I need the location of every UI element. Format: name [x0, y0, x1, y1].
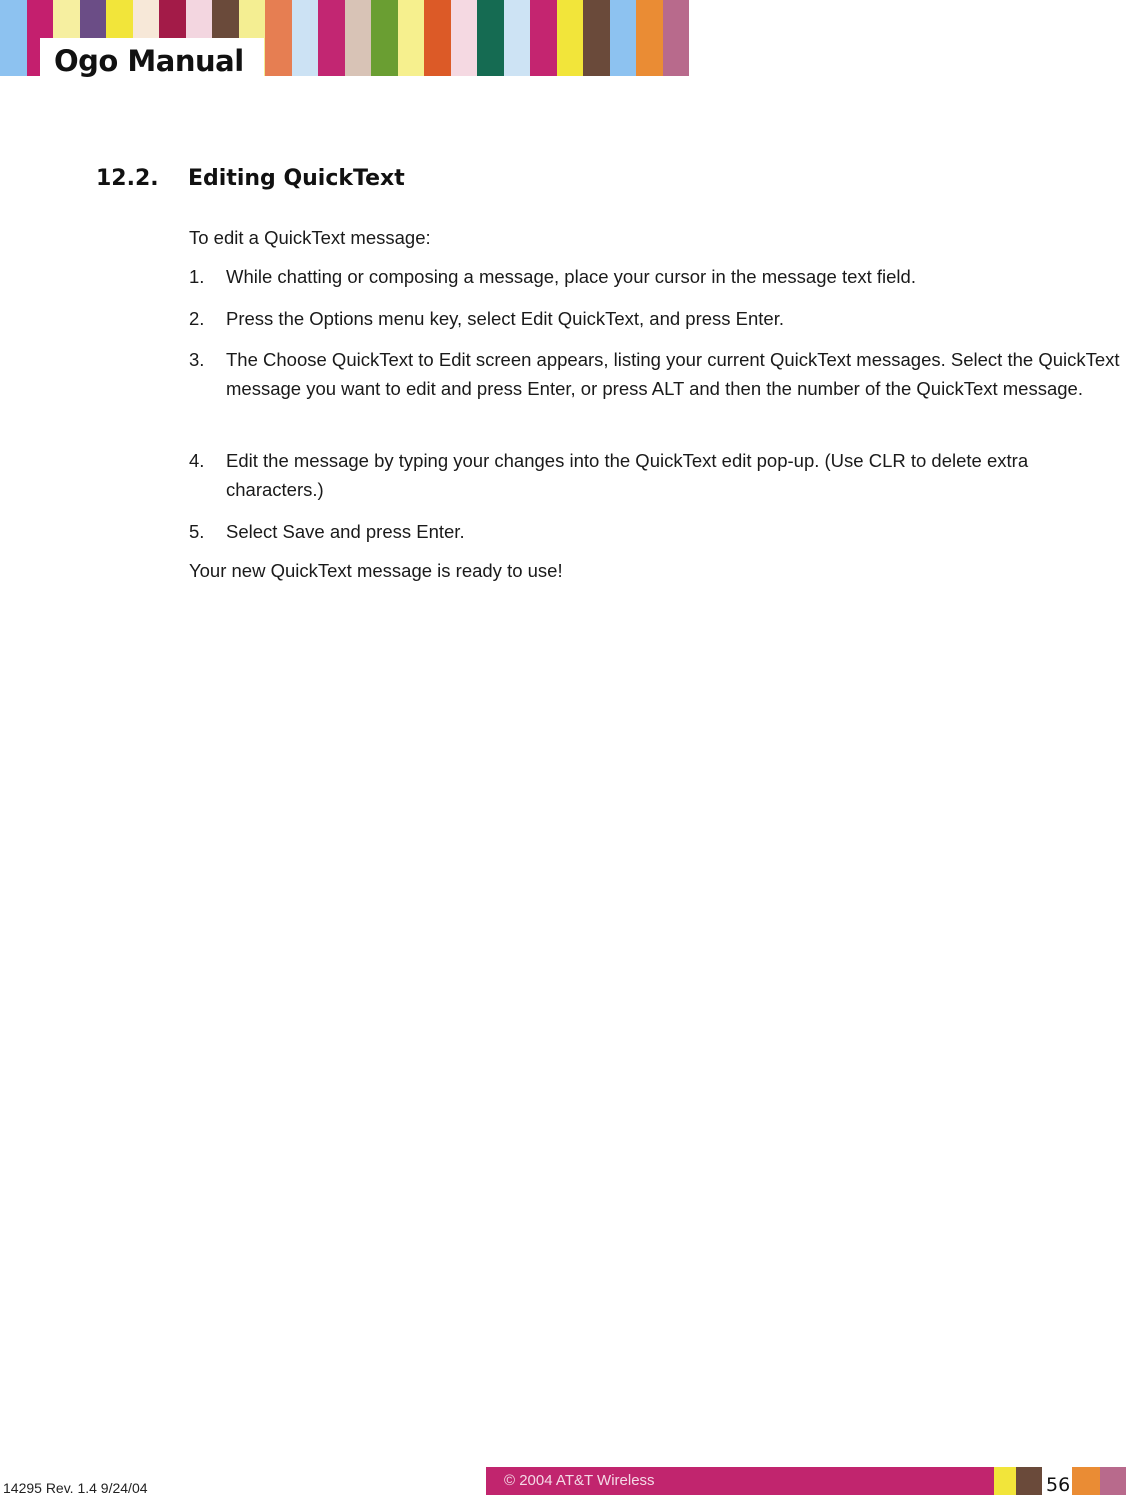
- list-item: [189, 345, 1124, 403]
- footer-color-block: [1072, 1467, 1100, 1495]
- manual-title-tab: [40, 38, 264, 76]
- footer-color-block: [1016, 1467, 1042, 1495]
- header-stripe: [371, 0, 398, 76]
- header-stripe: [530, 0, 557, 76]
- step-text: While chatting or composing a message, place your cursor in the message text field.: [226, 266, 916, 287]
- section-title: Editing QuickText: [188, 166, 405, 191]
- header-stripe: [265, 0, 292, 76]
- step-number: 2.: [189, 308, 205, 329]
- list-item: [189, 262, 1124, 291]
- step-number: 4.: [189, 450, 205, 471]
- header-stripe: [398, 0, 425, 76]
- header-stripe: [292, 0, 319, 76]
- step-text: Edit the message by typing your changes into the QuickText edit pop-up. (Use CLR to delete extra characters.): [226, 450, 1029, 500]
- header-stripe: [451, 0, 478, 76]
- section-heading: [96, 166, 405, 191]
- intro-text: To edit a QuickText message:: [189, 227, 431, 248]
- copyright-band: [486, 1467, 994, 1495]
- header-stripe: [477, 0, 504, 76]
- outro-text: Your new QuickText message is ready to use!: [189, 560, 563, 581]
- step-number: 3.: [189, 349, 205, 370]
- revision-info: 14295 Rev. 1.4 9/24/04: [3, 1480, 148, 1496]
- header-stripe: [0, 0, 27, 76]
- header-stripe: [318, 0, 345, 76]
- list-item: [189, 304, 1124, 333]
- footer-color-block: [994, 1467, 1016, 1495]
- header-stripe: [610, 0, 637, 76]
- step-text: The Choose QuickText to Edit screen appears, listing your current QuickText messages. Select the QuickText message you want to edit and press Enter, or press ALT and then the number of the QuickText message.: [226, 349, 1120, 399]
- header-stripe: [504, 0, 531, 76]
- header-stripe: [663, 0, 690, 76]
- header-stripe: [583, 0, 610, 76]
- step-text: Press the Options menu key, select Edit QuickText, and press Enter.: [226, 308, 784, 329]
- manual-title: Ogo Manual: [54, 44, 244, 78]
- section-number: 12.2.: [96, 166, 159, 191]
- header-stripe: [345, 0, 372, 76]
- header-stripe: [557, 0, 584, 76]
- footer-color-block: [1100, 1467, 1126, 1495]
- list-item: [189, 517, 1124, 546]
- copyright-text: © 2004 AT&T Wireless: [504, 1472, 655, 1489]
- header-stripe: [636, 0, 663, 76]
- header-stripe: [424, 0, 451, 76]
- page-number: 56: [1046, 1474, 1071, 1496]
- step-number: 1.: [189, 266, 205, 287]
- step-number: 5.: [189, 521, 205, 542]
- step-text: Select Save and press Enter.: [226, 521, 465, 542]
- list-item: [189, 446, 1124, 504]
